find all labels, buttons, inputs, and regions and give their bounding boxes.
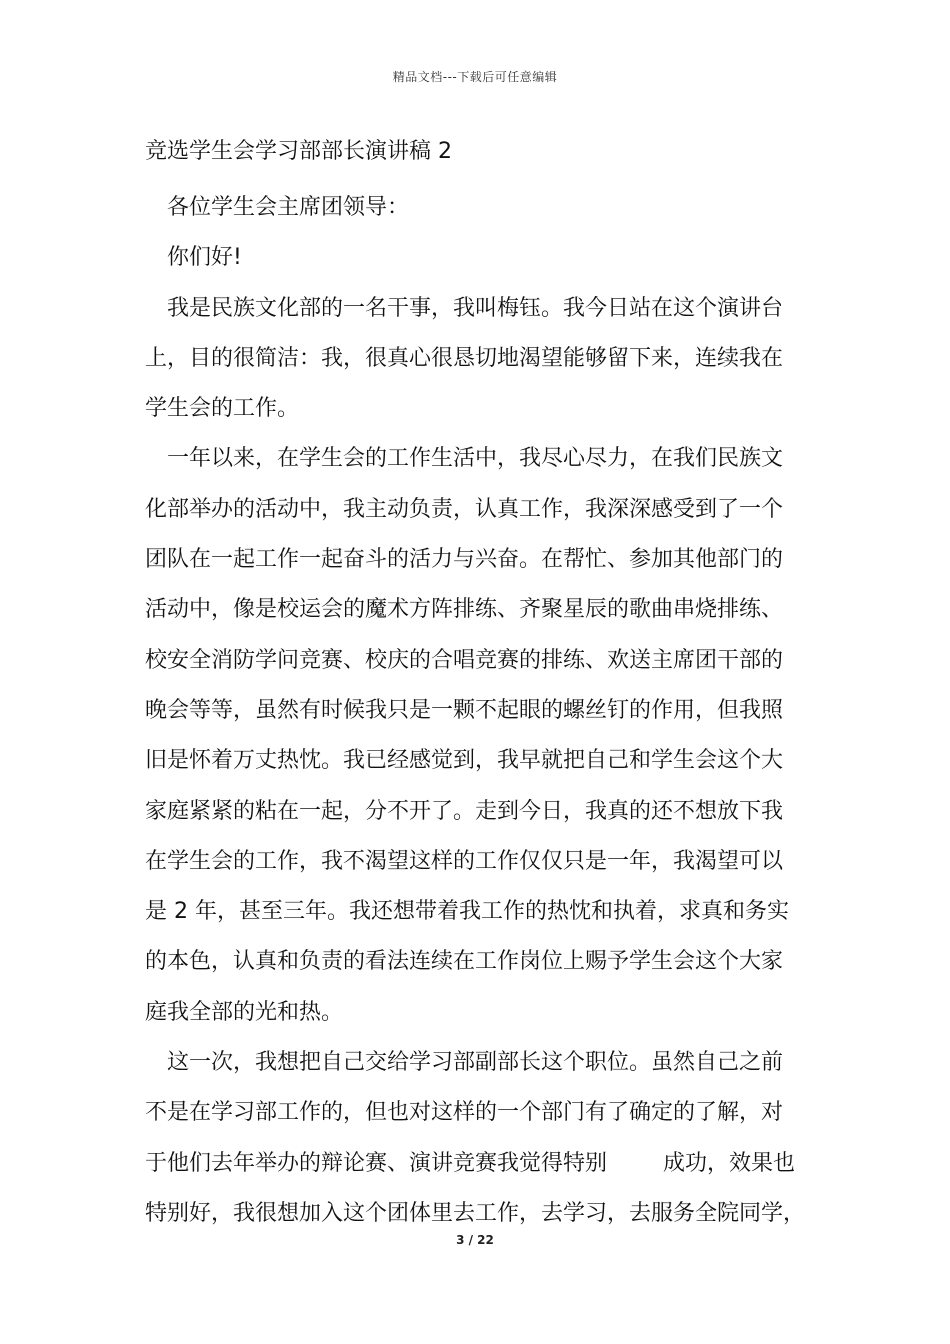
paragraph-2-line-2: 化部举办的活动中，我主动负责，认真工作，我深深感受到了一个 bbox=[145, 496, 784, 522]
paragraph-3-line-2: 不是在学习部工作的，但也对这样的一个部门有了确定的了解，对 bbox=[145, 1100, 784, 1126]
paragraph-2-line-7: 旧是怀着万丈热忱。我已经感觉到，我早就把自己和学生会这个大 bbox=[145, 748, 784, 774]
paragraph-2-line-11: 的本色，认真和负责的看法连续在工作岗位上赐予学生会这个大家 bbox=[145, 949, 784, 975]
paragraph-2-line-6: 晚会等等，虽然有时候我只是一颗不起眼的螺丝钉的作用，但我照 bbox=[145, 697, 784, 723]
paragraph-2-line-8: 家庭紧紧的粘在一起，分不开了。走到今日，我真的还不想放下我 bbox=[145, 798, 784, 824]
paragraph-3-line-1: 这一次，我想把自己交给学习部副部长这个职位。虽然自己之前 bbox=[167, 1050, 784, 1076]
paragraph-2-line-5: 校安全消防学问竞赛、校庆的合唱竞赛的排练、欢送主席团干部的 bbox=[145, 647, 784, 673]
document-body bbox=[145, 183, 813, 1239]
page-indicator: 3 / 22 bbox=[456, 1233, 494, 1247]
document-header: 精品文档---下载后可任意编辑 bbox=[392, 70, 558, 84]
document-title: 竞选学生会学习部部长演讲稿 2 bbox=[145, 139, 452, 164]
greeting-line: 各位学生会主席团领导： bbox=[167, 195, 410, 220]
paragraph-3-line-3 bbox=[145, 1139, 813, 1189]
salutation-line: 你们好! bbox=[167, 245, 242, 271]
paragraph-1-line-1: 我是民族文化部的一名干事，我叫梅钰。我今日站在这个演讲台 bbox=[167, 295, 784, 321]
paragraph-3-line-3-part-a: 于他们去年举办的辩论赛、演讲竞赛我觉得特别 bbox=[145, 1150, 608, 1176]
paragraph-1-line-2: 上，目的很简洁：我，很真心很恳切地渴望能够留下来，连续我在 bbox=[145, 345, 784, 371]
paragraph-2-line-1: 一年以来，在学生会的工作生活中，我尽心尽力，在我们民族文 bbox=[167, 446, 784, 472]
paragraph-3-line-4: 特别好，我很想加入这个团体里去工作，去学习，去服务全院同学， bbox=[145, 1200, 806, 1226]
paragraph-2-line-4: 活动中，像是校运会的魔术方阵排练、齐聚星辰的歌曲串烧排练、 bbox=[145, 597, 784, 623]
paragraph-1-line-3: 学生会的工作。 bbox=[145, 396, 300, 422]
paragraph-2-line-12: 庭我全部的光和热。 bbox=[145, 999, 344, 1025]
paragraph-2-line-3: 团队在一起工作一起奋斗的活力与兴奋。在帮忙、参加其他部门的 bbox=[145, 547, 784, 573]
paragraph-2-line-9: 在学生会的工作，我不渴望这样的工作仅仅只是一年，我渴望可以 bbox=[145, 848, 784, 874]
paragraph-2-line-10: 是 2 年，甚至三年。我还想带着我工作的热忱和执着，求真和务实 bbox=[145, 899, 789, 925]
paragraph-3-line-3-part-b: 成功，效果也 bbox=[663, 1150, 796, 1176]
